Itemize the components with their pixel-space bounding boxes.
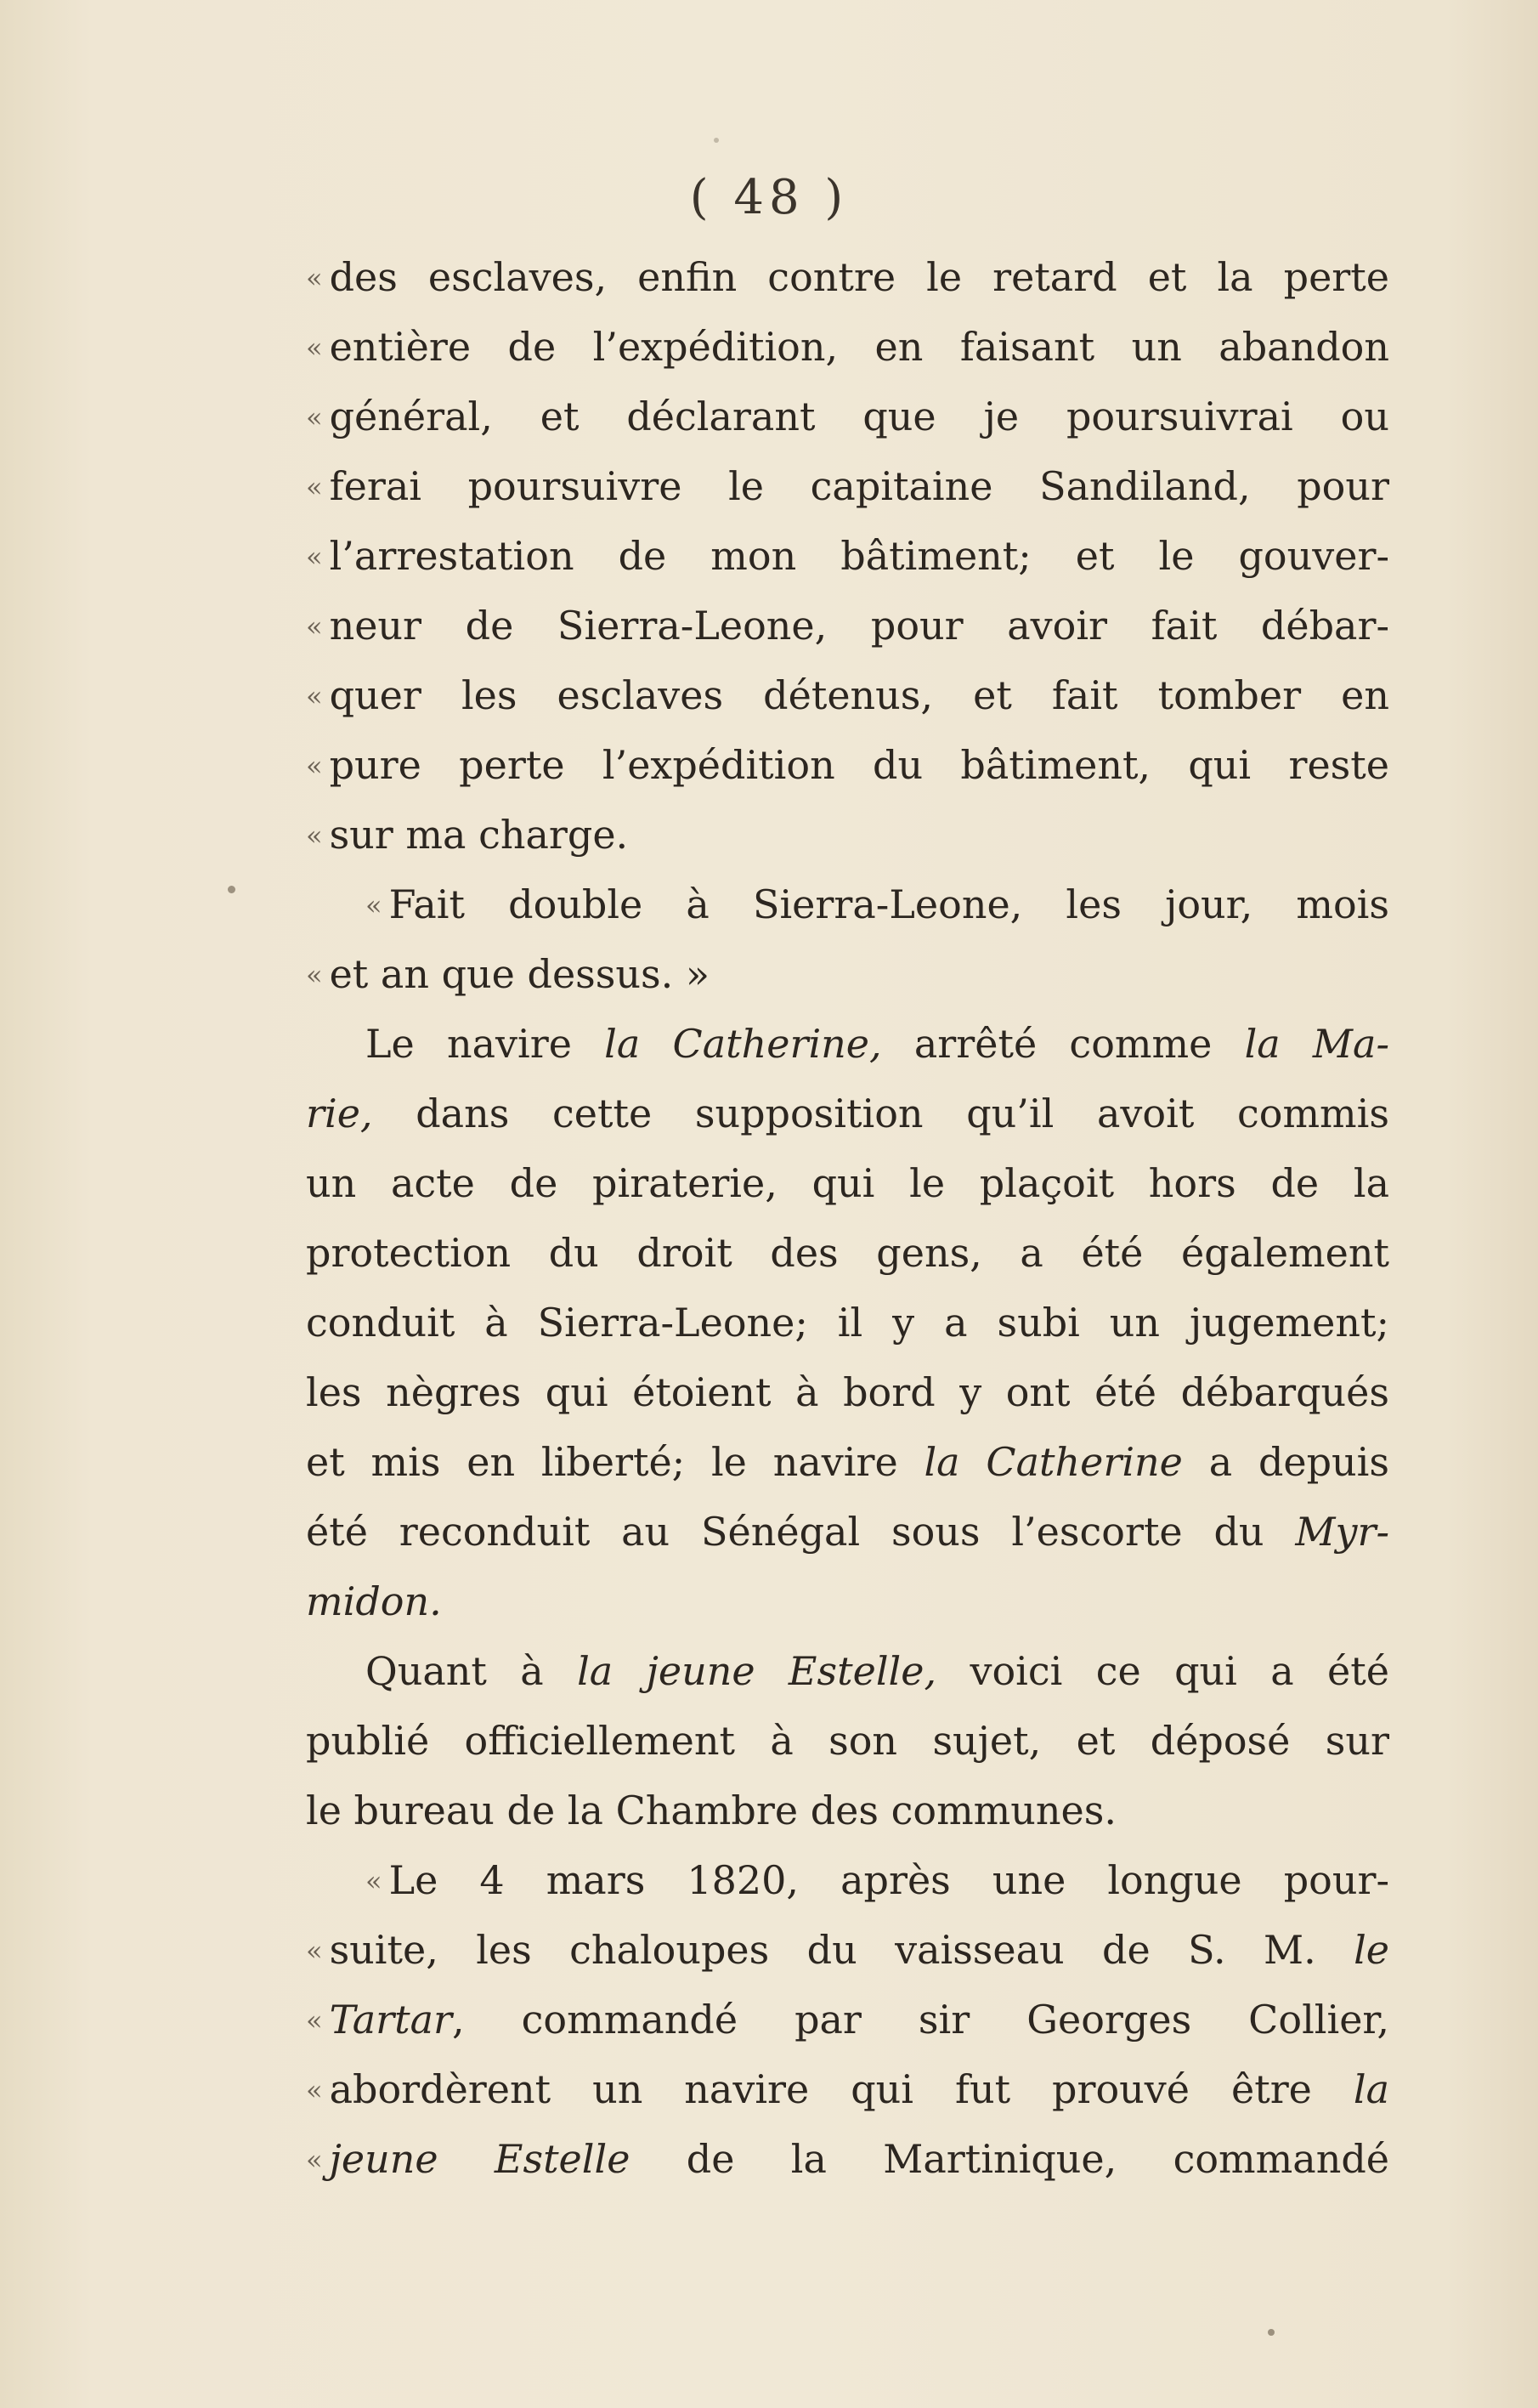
text-line	[306, 1427, 1389, 1497]
text-line	[306, 1776, 1389, 1845]
ink-spot	[1268, 2329, 1275, 2336]
text-line	[306, 1985, 1389, 2054]
text-run: publié officiellement à son sujet, et déposé sur	[306, 1718, 1389, 1764]
text-run: arrêté comme	[881, 1021, 1245, 1067]
italic-text: la	[1353, 2066, 1389, 2112]
text-run: , commandé par sir Georges Collier,	[452, 1997, 1389, 2043]
italic-text: la Catherine,	[604, 1021, 882, 1067]
text-run: général, et déclarant que je poursuivrai ou	[329, 394, 1389, 439]
italic-text: la Catherine	[924, 1439, 1183, 1485]
quote-mark: «	[306, 401, 323, 433]
text-line	[306, 1845, 1389, 1915]
text-run: quer les esclaves détenus, et fait tomber en	[329, 672, 1389, 718]
text-run: conduit à Sierra-Leone; il y a subi un jugement;	[306, 1300, 1389, 1346]
text-run: et mis en liberté; le navire	[306, 1439, 924, 1485]
italic-text: Myr-	[1295, 1509, 1389, 1555]
text-run: les nègres qui étoient à bord y ont été débarqués	[306, 1369, 1389, 1415]
italic-text: le	[1354, 1927, 1389, 1973]
text-run: dans cette supposition qu’il avoit commis	[372, 1091, 1389, 1136]
ink-spot	[228, 886, 235, 893]
text-line	[306, 1706, 1389, 1776]
text-run: des esclaves, enfin contre le retard et la perte	[329, 254, 1389, 300]
text-run: Le 4 mars 1820, après une longue pour-	[388, 1857, 1389, 1903]
text-line	[306, 312, 1389, 382]
text-run: et an que dessus. »	[329, 951, 710, 997]
text-line	[306, 1079, 1389, 1148]
text-line	[306, 730, 1389, 800]
text-line	[306, 660, 1389, 730]
text-run: été reconduit au Sénégal sous l’escorte du	[306, 1509, 1296, 1555]
quote-mark: «	[306, 2144, 323, 2176]
quote-mark: «	[306, 2074, 323, 2106]
text-run: neur de Sierra-Leone, pour avoir fait débar-	[329, 603, 1389, 649]
text-run: pure perte l’expédition du bâtiment, qui reste	[329, 742, 1389, 788]
text-line	[306, 1288, 1389, 1357]
text-line	[306, 242, 1389, 312]
text-run: suite, les chaloupes du vaisseau de S. M.	[329, 1927, 1354, 1973]
italic-text: midon.	[306, 1578, 442, 1624]
text-line	[306, 2124, 1389, 2194]
page-number: ( 48 )	[689, 170, 849, 225]
text-line	[306, 2054, 1389, 2124]
italic-text: la jeune Estelle,	[577, 1648, 937, 1694]
quote-mark: «	[306, 471, 323, 503]
text-line	[306, 591, 1389, 660]
text-run: le bureau de la Chambre des communes.	[306, 1788, 1117, 1833]
text-run: Quant à	[365, 1648, 578, 1694]
quote-mark: «	[306, 2004, 323, 2037]
italic-text: la Ma-	[1244, 1021, 1389, 1067]
text-line	[306, 1148, 1389, 1218]
text-run: Le navire	[365, 1021, 605, 1067]
text-line	[306, 1218, 1389, 1288]
quote-mark: «	[306, 1935, 323, 1967]
text-run: entière de l’expédition, en faisant un abandon	[329, 324, 1389, 370]
text-run: a depuis	[1182, 1439, 1389, 1485]
quote-mark: «	[306, 959, 323, 991]
text-block	[306, 242, 1389, 2194]
italic-text: jeune Estelle	[329, 2136, 630, 2182]
text-line	[306, 1636, 1389, 1706]
quote-mark: «	[306, 262, 323, 294]
text-run: sur ma charge.	[329, 812, 629, 858]
quote-mark: «	[365, 889, 382, 921]
text-line	[306, 870, 1389, 939]
ink-spot	[714, 138, 719, 143]
text-run: abordèrent un navire qui fut prouvé être	[329, 2066, 1354, 2112]
text-line	[306, 1357, 1389, 1427]
text-run: ferai poursuivre le capitaine Sandiland, pour	[329, 463, 1389, 509]
text-run: voici ce qui a été	[936, 1648, 1389, 1694]
text-run: protection du droit des gens, a été également	[306, 1230, 1389, 1276]
text-line	[306, 1567, 1389, 1636]
quote-mark: «	[306, 819, 323, 852]
text-run: Fait double à Sierra-Leone, les jour, mois	[388, 881, 1389, 927]
text-line	[306, 521, 1389, 591]
quote-mark: «	[365, 1865, 382, 1897]
text-line	[306, 1915, 1389, 1985]
quote-mark: «	[306, 610, 323, 643]
text-line	[306, 451, 1389, 521]
text-line	[306, 382, 1389, 451]
quote-mark: «	[306, 680, 323, 712]
quote-mark: «	[306, 750, 323, 782]
text-line	[306, 800, 1389, 870]
italic-text: Tartar	[329, 1997, 453, 2043]
text-line	[306, 939, 1389, 1009]
text-run: un acte de piraterie, qui le plaçoit hors de la	[306, 1160, 1389, 1206]
text-run: de la Martinique, commandé	[630, 2136, 1389, 2182]
text-line	[306, 1009, 1389, 1079]
text-run: l’arrestation de mon bâtiment; et le gouver-	[329, 533, 1389, 579]
quote-mark: «	[306, 331, 323, 364]
text-line	[306, 1497, 1389, 1567]
quote-mark: «	[306, 541, 323, 573]
italic-text: rie,	[306, 1091, 373, 1136]
